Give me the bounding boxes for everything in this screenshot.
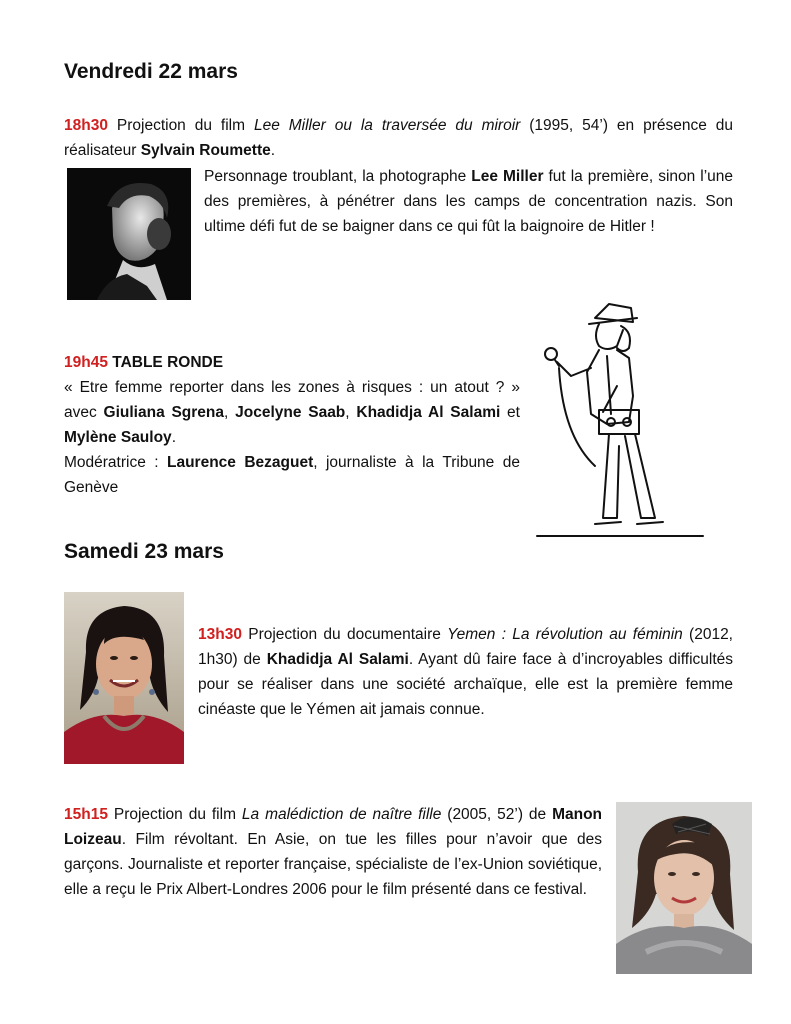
moderator-name: Laurence Bezaguet xyxy=(167,454,314,471)
event-1830-intro: 18h30 Projection du film Lee Miller ou la traversée du miroir (1995, 54’) en présence du réalisateur Sylvain Roumette. xyxy=(64,117,734,159)
event-1945-heading xyxy=(64,350,520,375)
film-title: La malédiction de naître fille xyxy=(241,806,442,823)
film-title: Yemen : La révolution au féminin xyxy=(447,626,683,643)
manon-loizeau-photo xyxy=(616,802,752,974)
day-heading-samedi: Samedi 23 mars xyxy=(64,540,224,563)
event-1515: 15h15 Projection du film La malédiction de naître fille (2005, 52’) de Manon Loizeau. Film révoltant. En Asie, on tue les filles pour n’avoir que des garçons. Journaliste et reporter française, spécialiste de l’ex-Union soviétique, elle a reçu le Prix Albert-Londres 2006 pour le film présenté dans ce festival. xyxy=(64,806,603,898)
event-1830-description: Personnage troublant, la photographe Lee Miller fut la première, sinon l’une des premières, à pénétrer dans les camps de concentration nazis. Son ultime défi fut de se baigner dans ce qui fût la baignoire de Hitler ! xyxy=(204,168,733,235)
debate-question: « Etre femme reporter dans les zones à risques : un atout ? » xyxy=(64,379,520,396)
event-1945-body: « Etre femme reporter dans les zones à risques : un atout ? » avec Giuliana Sgrena, Jocelyne Saab, Khadidja Al Salami et Mylène Sauloy. xyxy=(64,379,520,446)
khadidja-al-salami-photo xyxy=(64,592,184,764)
event-time: 13h30 xyxy=(198,626,242,643)
film-title: Lee Miller ou la traversée du miroir xyxy=(253,117,521,134)
reporter-illustration xyxy=(533,296,707,540)
subject-name: Lee Miller xyxy=(471,168,544,185)
director-name: Sylvain Roumette xyxy=(140,142,271,159)
director-name: Khadidja Al Salami xyxy=(266,651,409,668)
table-ronde-label: TABLE RONDE xyxy=(107,354,224,371)
day-heading-vendredi: Vendredi 22 mars xyxy=(64,60,238,83)
director-name: Manon Loizeau xyxy=(64,806,603,848)
panelist: Mylène Sauloy xyxy=(64,429,172,446)
panelist: Giuliana Sgrena xyxy=(103,404,225,421)
event-1830 xyxy=(64,113,733,163)
moderator-line: Modératrice : Laurence Bezaguet, journaliste à la Tribune de Genève xyxy=(64,454,520,496)
event-1330: 13h30 Projection du documentaire Yemen : La révolution au féminin (2012, 1h30) de Khadidja Al Salami. Ayant dû faire face à d’incroyables difficultés pour se réaliser dans une société archaïque, elle est la première femme cinéaste que le Yémen ait jamais connue. xyxy=(198,626,734,718)
event-time: 18h30 xyxy=(64,117,108,134)
event-time: 15h15 xyxy=(64,806,108,823)
event-1945 xyxy=(64,350,520,500)
lee-miller-photo xyxy=(67,168,191,300)
panelist: Khadidja Al Salami xyxy=(356,404,501,421)
event-time: 19h45 xyxy=(64,354,108,371)
panelist: Jocelyne Saab xyxy=(235,404,346,421)
